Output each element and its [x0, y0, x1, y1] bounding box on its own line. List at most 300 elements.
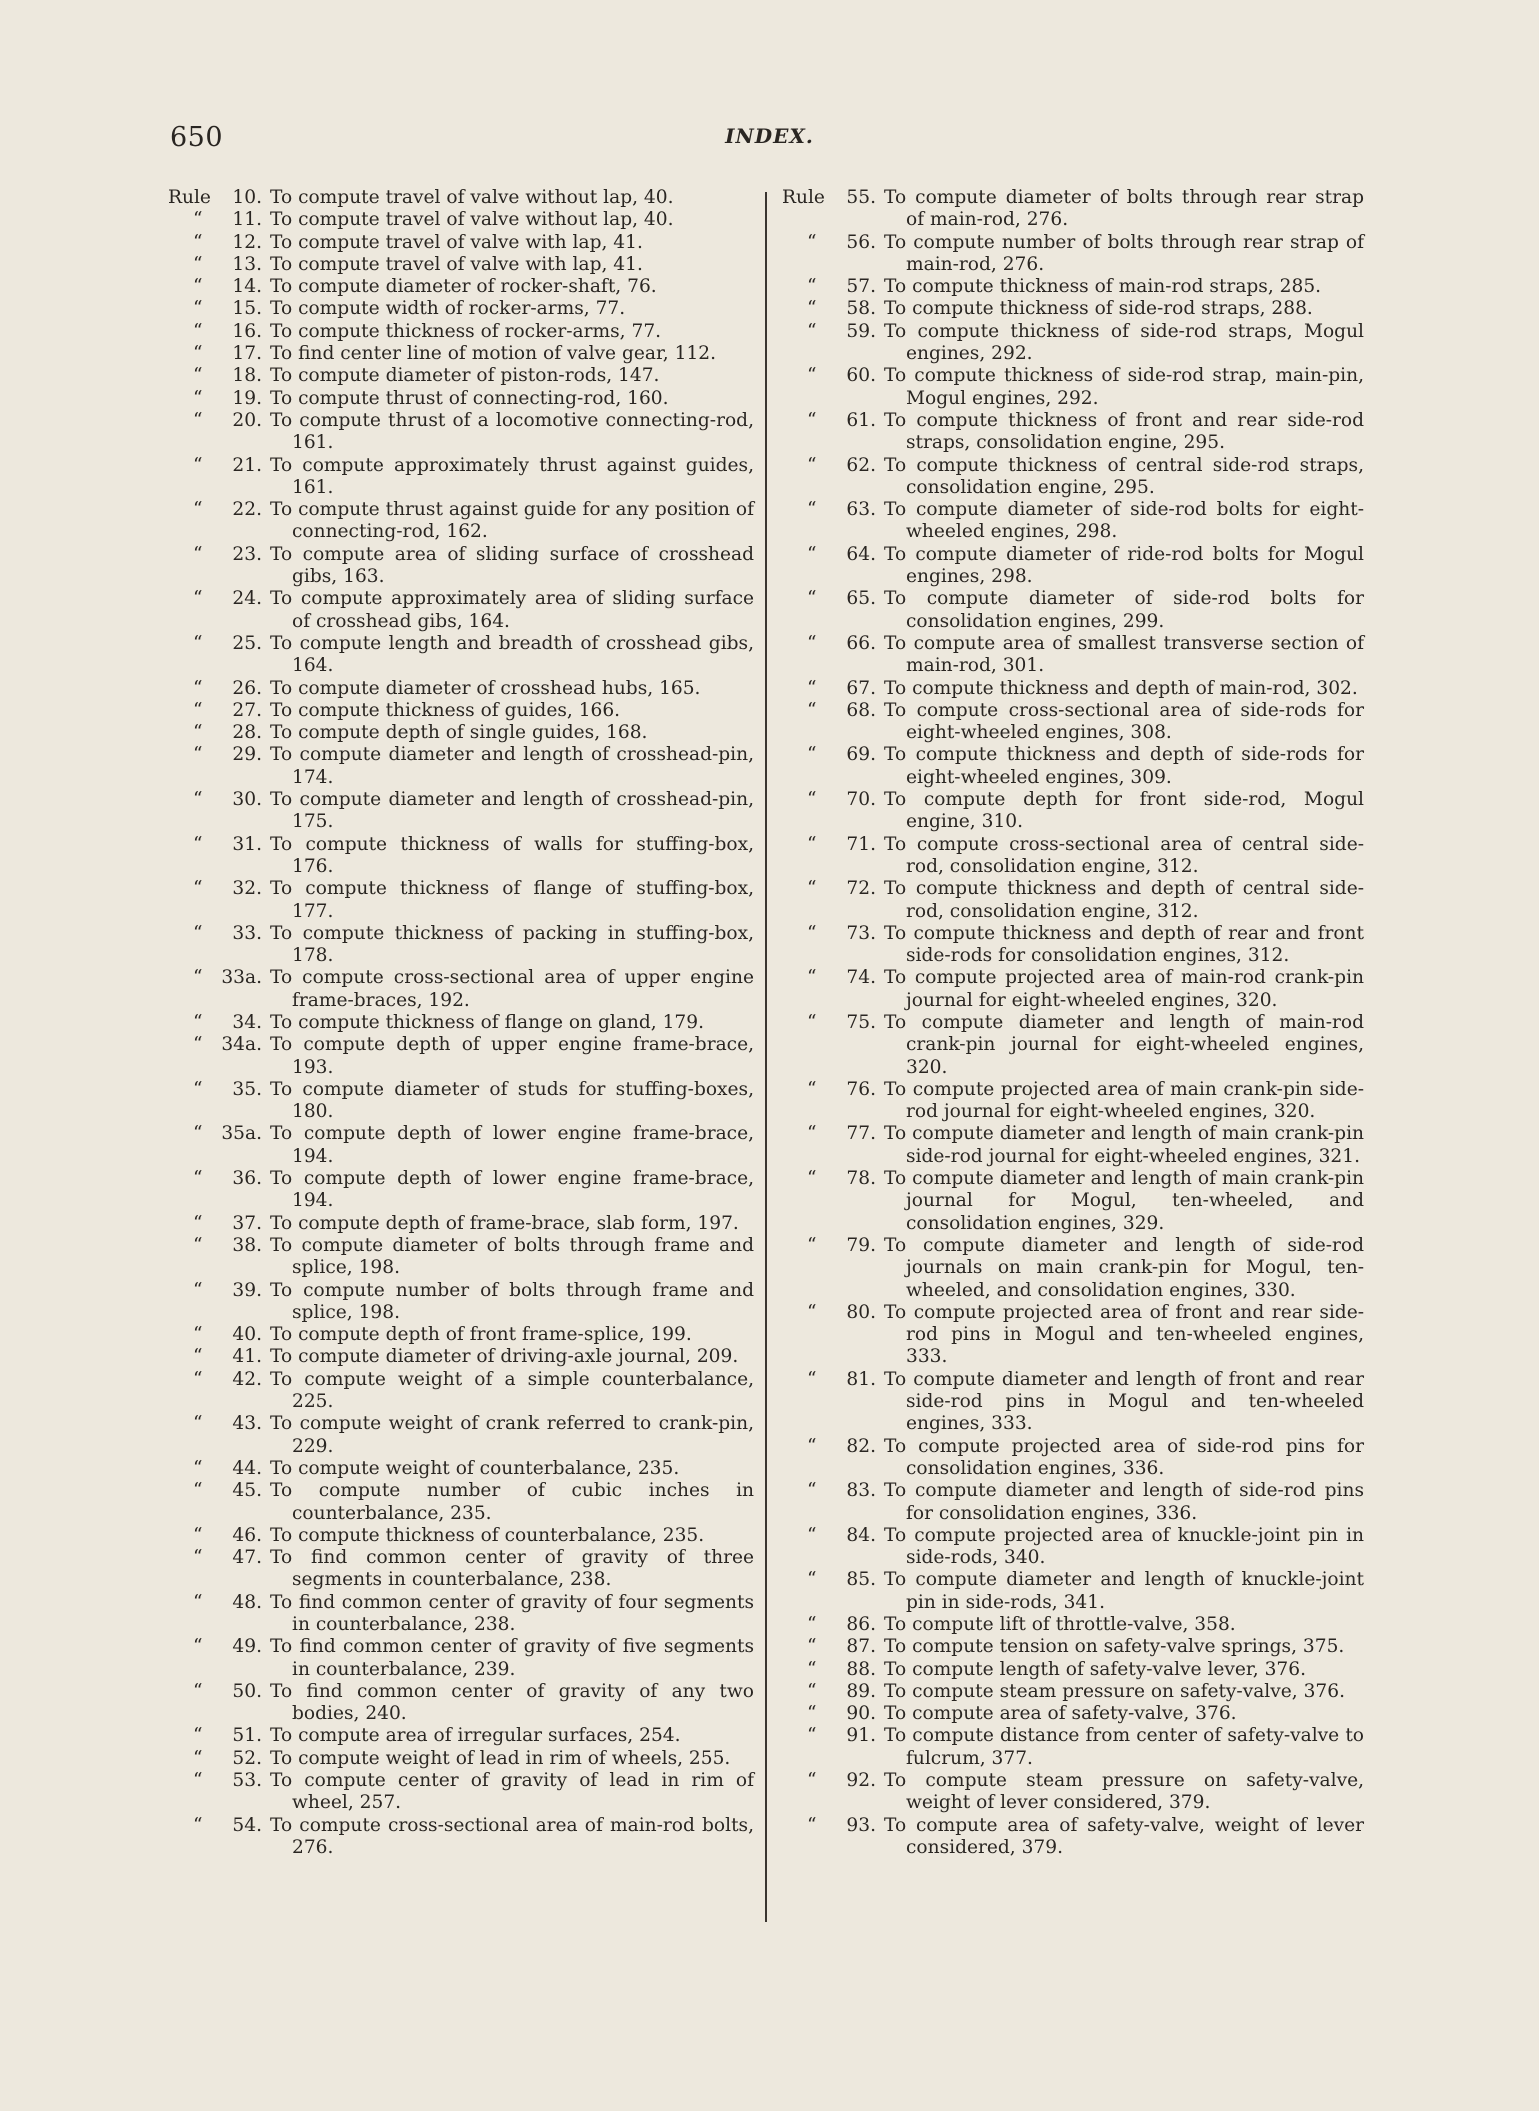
entry-prefix: “ [193, 722, 203, 744]
entry-prefix: “ [807, 231, 817, 253]
rule-number: 77. [846, 1123, 876, 1145]
index-entry [168, 365, 754, 387]
rule-number: 63. [846, 499, 876, 521]
entry-prefix: “ [193, 231, 203, 253]
entry-text: To compute diameter of bolts through frame and splice, 198. [270, 1234, 754, 1279]
index-entry [168, 1681, 754, 1726]
entry-text: To compute diameter and length of crosshead-pin, 175. [270, 789, 754, 833]
entry-prefix: “ [807, 1301, 817, 1323]
entry-text: To find center line of motion of valve gear, 112. [270, 343, 717, 365]
entry-text: To compute diameter and length of main crank-pin side-rod journal for eight-wheeled engines, 321. [884, 1123, 1364, 1167]
entry-prefix: “ [807, 1725, 817, 1747]
index-entry [168, 1123, 754, 1168]
index-entry [168, 499, 754, 544]
index-entry [782, 1614, 1364, 1636]
index-entry [168, 1012, 754, 1034]
entry-prefix: “ [807, 1614, 817, 1635]
entry-prefix: “ [807, 409, 817, 431]
entry-prefix: “ [807, 454, 817, 476]
entry-text: To compute diameter of crosshead hubs, 165. [270, 677, 701, 699]
rule-number: 22. [232, 499, 262, 521]
index-entry [782, 834, 1364, 879]
entry-text: To compute number of bolts through rear strap of main-rod, 276. [884, 231, 1364, 275]
index-entry [782, 276, 1364, 298]
entry-text: To compute diameter and length of side-rod pins for consolidation engines, 336. [884, 1480, 1364, 1524]
rule-number: 31. [232, 833, 262, 855]
entry-text: To compute thickness of guides, 166. [270, 699, 621, 721]
rule-number: 58. [846, 298, 876, 320]
entry-text: To compute thickness of walls for stuffing-box, 176. [270, 833, 754, 877]
index-entry [782, 455, 1364, 500]
index-entry [168, 1079, 754, 1124]
entry-prefix: Rule [168, 187, 211, 208]
entry-prefix: “ [193, 1279, 203, 1301]
index-entry [168, 1369, 754, 1414]
rule-number: 75. [846, 1011, 876, 1033]
index-entry [168, 1636, 754, 1681]
entry-text: To compute diameter of bolts through rear strap of main-rod, 276. [884, 187, 1364, 231]
entry-text: To compute diameter of ride-rod bolts for Mogul engines, 298. [884, 543, 1364, 588]
rule-number: 42. [232, 1368, 262, 1390]
entry-prefix: “ [193, 1413, 203, 1435]
index-entry [782, 499, 1364, 544]
rule-number: 16. [232, 320, 262, 342]
rule-number: 41. [232, 1346, 262, 1368]
index-entry [782, 789, 1364, 834]
entry-text: To compute thickness and depth of rear and front side-rods for consolidation engines, 312. [884, 922, 1364, 967]
entry-prefix: “ [807, 320, 817, 342]
rule-number: 84. [846, 1524, 876, 1546]
entry-prefix: “ [807, 298, 817, 320]
entry-text: To compute depth of upper engine frame-brace, 193. [270, 1034, 754, 1078]
entry-prefix: “ [807, 1569, 817, 1591]
entry-text: To compute projected area of main-rod crank-pin journal for eight-wheeled engines, 320. [884, 967, 1364, 1011]
entry-text: To compute diameter and length of front and rear side-rod pins in Mogul and ten-wheeled engines, 333. [884, 1368, 1364, 1435]
entry-text: To compute diameter of piston-rods, 147. [270, 365, 660, 387]
rule-number: 67. [846, 677, 876, 699]
entry-text: To compute approximately area of sliding surface of crosshead gibs, 164. [270, 588, 754, 632]
entry-text: To compute distance from center of safety-valve to fulcrum, 377. [884, 1725, 1364, 1769]
rule-number: 10. [232, 187, 262, 208]
rule-number: 65. [846, 588, 876, 610]
entry-text: To compute tension on safety-valve springs, 375. [884, 1636, 1345, 1658]
entry-prefix: “ [807, 1770, 817, 1792]
entry-prefix: “ [193, 1524, 203, 1546]
entry-text: To compute number of cubic inches in counterbalance, 235. [270, 1480, 754, 1524]
entry-text: To compute area of smallest transverse section of main-rod, 301. [884, 632, 1364, 677]
index-entry [782, 187, 1364, 232]
index-entry [168, 455, 754, 500]
index-entry [168, 544, 754, 589]
rule-number: 73. [846, 922, 876, 944]
rule-number: 27. [232, 699, 262, 721]
entry-prefix: “ [193, 499, 203, 521]
entry-text: To compute projected area of side-rod pins for consolidation engines, 336. [884, 1435, 1364, 1479]
entry-prefix: “ [807, 1123, 817, 1145]
rule-number: 70. [846, 789, 876, 811]
entry-text: To compute area of sliding surface of crosshead gibs, 163. [270, 543, 754, 588]
entry-prefix: “ [807, 744, 817, 766]
index-entry [782, 1636, 1364, 1658]
rule-number: 49. [232, 1636, 262, 1658]
rule-number: 33. [232, 922, 262, 944]
entry-text: To compute weight of counterbalance, 235. [270, 1457, 680, 1479]
entry-prefix: “ [193, 1480, 203, 1502]
entry-prefix: “ [193, 878, 203, 900]
entry-text: To compute travel of valve with lap, 41. [270, 231, 643, 253]
entry-text: To compute diameter of driving-axle journal, 209. [270, 1346, 739, 1368]
entry-text: To compute area of irregular surfaces, 254. [270, 1725, 681, 1747]
rule-number: 87. [846, 1636, 876, 1658]
rule-number: 64. [846, 543, 876, 565]
index-entry [168, 1547, 754, 1592]
rule-number: 89. [846, 1680, 876, 1702]
entry-text: To find common center of gravity of any two bodies, 240. [270, 1680, 754, 1725]
entry-text: To compute thickness of packing in stuffing-box, 178. [270, 922, 754, 967]
entry-text: To compute travel of valve without lap, 40. [270, 209, 674, 231]
entry-prefix: “ [807, 1524, 817, 1546]
index-entry [782, 633, 1364, 678]
entry-text: To compute depth of lower engine frame-brace, 194. [270, 1123, 754, 1167]
entry-text: To find common center of gravity of four segments in counterbalance, 238. [270, 1591, 754, 1635]
entry-prefix: “ [193, 1324, 203, 1346]
entry-prefix: “ [193, 677, 203, 699]
entry-text: To compute approximately thrust against guides, 161. [270, 454, 754, 498]
entry-text: To compute number of bolts through frame and splice, 198. [270, 1279, 754, 1323]
index-entry [782, 678, 1364, 700]
rule-number: 78. [846, 1168, 876, 1190]
entry-text: To compute travel of valve with lap, 41. [270, 253, 643, 275]
rule-number: 56. [846, 231, 876, 253]
index-entry [782, 923, 1364, 968]
entry-text: To compute projected area of main crank-pin side-rod journal for eight-wheeled engines, 320. [884, 1078, 1364, 1123]
entry-prefix: “ [193, 833, 203, 855]
index-entry [168, 1592, 754, 1637]
index-entry [168, 1770, 754, 1815]
index-entry [168, 254, 754, 276]
rule-number: 86. [846, 1614, 876, 1635]
entry-text: To compute weight of crank referred to crank-pin, 229. [270, 1413, 754, 1457]
entry-prefix: “ [193, 1034, 203, 1056]
entry-text: To compute depth for front side-rod, Mogul engine, 310. [884, 789, 1364, 833]
entry-prefix: “ [193, 409, 203, 431]
index-entry [168, 1213, 754, 1235]
entry-text: To compute weight of lead in rim of wheels, 255. [270, 1747, 731, 1769]
entry-prefix: “ [807, 1480, 817, 1502]
rule-number: 76. [846, 1078, 876, 1100]
page-number: 650 [170, 122, 224, 153]
index-entry [782, 1569, 1364, 1614]
rule-number: 23. [232, 543, 262, 565]
entry-prefix: “ [807, 1168, 817, 1190]
entry-prefix: “ [193, 1680, 203, 1702]
entry-text: To compute diameter of rocker-shaft, 76. [270, 276, 657, 298]
entry-prefix: “ [193, 454, 203, 476]
rule-number: 88. [846, 1658, 876, 1680]
rule-number: 34a. [221, 1034, 262, 1056]
entry-text: To compute thickness of front and rear side-rod straps, consolidation engine, 295. [884, 409, 1364, 454]
index-entry [782, 744, 1364, 789]
rule-number: 47. [232, 1547, 262, 1569]
entry-prefix: “ [807, 677, 817, 699]
index-entry [168, 878, 754, 923]
index-entry [782, 878, 1364, 923]
rule-number: 53. [232, 1770, 262, 1792]
entry-prefix: “ [807, 1814, 817, 1836]
entry-prefix: “ [807, 588, 817, 610]
rule-number: 54. [232, 1814, 262, 1836]
rule-number: 61. [846, 409, 876, 431]
index-entry [168, 410, 754, 455]
entry-prefix: “ [193, 343, 203, 365]
rule-number: 35. [232, 1078, 262, 1100]
entry-text: To compute steam pressure on safety-valve, 376. [884, 1680, 1345, 1702]
entry-text: To compute length and breadth of crosshead gibs, 164. [270, 632, 754, 677]
entry-prefix: “ [807, 922, 817, 944]
index-entry [168, 1235, 754, 1280]
index-entry [168, 1458, 754, 1480]
entry-prefix: “ [807, 1703, 817, 1725]
entry-prefix: “ [193, 1457, 203, 1479]
entry-text: To compute depth of single guides, 168. [270, 722, 648, 744]
entry-prefix: “ [193, 1591, 203, 1613]
index-entry [782, 1012, 1364, 1079]
entry-text: To compute travel of valve without lap, 40. [270, 187, 674, 208]
entry-text: To compute projected area of front and rear side-rod pins in Mogul and ten-wheeled engines, 333. [884, 1301, 1364, 1368]
entry-prefix: “ [807, 789, 817, 811]
entry-text: To compute thickness of side-rod strap, main-pin, Mogul engines, 292. [884, 365, 1364, 409]
index-entry [168, 232, 754, 254]
rule-number: 43. [232, 1413, 262, 1435]
rule-number: 13. [232, 253, 262, 275]
entry-prefix: “ [807, 1435, 817, 1457]
index-entry [782, 1235, 1364, 1302]
entry-prefix: “ [193, 744, 203, 766]
index-entry [168, 789, 754, 834]
rule-number: 91. [846, 1725, 876, 1747]
running-head: INDEX. [725, 124, 814, 148]
entry-prefix: “ [193, 1234, 203, 1256]
entry-text: To compute diameter of side-rod bolts for eight-wheeled engines, 298. [884, 499, 1364, 543]
index-entry [782, 1168, 1364, 1235]
index-entry [168, 678, 754, 700]
index-entry [168, 967, 754, 1012]
rule-number: 18. [232, 365, 262, 387]
index-entry [168, 276, 754, 298]
entry-prefix: “ [807, 967, 817, 989]
index-entry [168, 1413, 754, 1458]
rule-number: 19. [232, 387, 262, 409]
index-entry [168, 1034, 754, 1079]
index-entry [168, 1346, 754, 1368]
rule-number: 30. [232, 789, 262, 811]
entry-prefix: “ [807, 1078, 817, 1100]
entry-prefix: Rule [782, 187, 825, 208]
entry-prefix: “ [193, 1168, 203, 1190]
entry-prefix: “ [807, 1368, 817, 1390]
entry-prefix: “ [193, 967, 203, 989]
index-entry [782, 1480, 1364, 1525]
entry-prefix: “ [193, 253, 203, 275]
index-entry [168, 633, 754, 678]
rule-number: 68. [846, 699, 876, 721]
rule-number: 25. [232, 632, 262, 654]
rule-number: 11. [232, 209, 262, 231]
index-entry [168, 700, 754, 722]
entry-text: To compute thickness of side-rod straps, Mogul engines, 292. [884, 320, 1364, 365]
index-entry [782, 1725, 1364, 1770]
index-entry [782, 588, 1364, 633]
rule-number: 82. [846, 1435, 876, 1457]
entry-text: To compute cross-sectional area of main-rod bolts, 276. [270, 1814, 754, 1858]
entry-text: To compute thickness and depth of side-rods for eight-wheeled engines, 309. [884, 744, 1364, 788]
rule-number: 26. [232, 677, 262, 699]
entry-prefix: “ [807, 833, 817, 855]
rule-number: 59. [846, 320, 876, 342]
rule-number: 20. [232, 409, 262, 431]
index-entry [168, 744, 754, 789]
rule-number: 24. [232, 588, 262, 610]
rule-number: 62. [846, 454, 876, 476]
entry-prefix: “ [193, 1636, 203, 1658]
rule-number: 29. [232, 744, 262, 766]
index-entry [782, 967, 1364, 1012]
rule-number: 55. [846, 187, 876, 208]
index-entry [782, 365, 1364, 410]
entry-prefix: “ [807, 1234, 817, 1256]
entry-prefix: “ [807, 699, 817, 721]
entry-text: To compute diameter and length of side-rod journals on main crank-pin for Mogul, ten-wheeled, and consolidation engines, 330. [884, 1234, 1364, 1301]
entry-prefix: “ [193, 1011, 203, 1033]
rule-number: 90. [846, 1703, 876, 1725]
rule-number: 28. [232, 722, 262, 744]
entry-prefix: “ [193, 1368, 203, 1390]
rule-number: 79. [846, 1234, 876, 1256]
index-entry [168, 722, 754, 744]
entry-text: To compute thickness of rocker-arms, 77. [270, 320, 662, 342]
index-entry [782, 321, 1364, 366]
index-entry [782, 232, 1364, 277]
rule-number: 44. [232, 1457, 262, 1479]
rule-number: 71. [846, 833, 876, 855]
entry-text: To compute diameter and length of main crank-pin journal for Mogul, ten-wheeled, and consolidation engines, 329. [884, 1168, 1364, 1234]
index-entry [168, 1480, 754, 1525]
rule-number: 45. [232, 1480, 262, 1502]
entry-prefix: “ [807, 276, 817, 298]
entry-prefix: “ [193, 1747, 203, 1769]
entry-prefix: “ [193, 632, 203, 654]
rule-number: 46. [232, 1524, 262, 1546]
entry-text: To compute weight of a simple counterbalance, 225. [270, 1368, 754, 1413]
entry-prefix: “ [193, 387, 203, 409]
index-entry [168, 388, 754, 410]
rule-number: 33a. [221, 967, 262, 989]
entry-text: To compute diameter and length of knuckle-joint pin in side-rods, 341. [884, 1569, 1364, 1613]
rule-number: 15. [232, 298, 262, 320]
index-entry [782, 1770, 1364, 1815]
entry-prefix: “ [193, 789, 203, 811]
entry-text: To find common center of gravity of three segments in counterbalance, 238. [270, 1547, 754, 1591]
entry-text: To compute width of rocker-arms, 77. [270, 298, 626, 320]
rule-number: 80. [846, 1301, 876, 1323]
rule-number: 17. [232, 343, 262, 365]
entry-prefix: “ [807, 543, 817, 565]
entry-text: To compute thickness of main-rod straps, 285. [884, 276, 1322, 298]
index-entry [168, 321, 754, 343]
entry-text: To compute thickness and depth of main-rod, 302. [884, 677, 1358, 699]
rule-number: 36. [232, 1168, 262, 1190]
index-entry [782, 1815, 1364, 1860]
entry-text: To compute lift of throttle-valve, 358. [884, 1614, 1236, 1635]
rule-number: 83. [846, 1480, 876, 1502]
index-entry [782, 1123, 1364, 1168]
entry-prefix: “ [193, 1770, 203, 1792]
entry-prefix: “ [193, 1212, 203, 1234]
index-entry [168, 1725, 754, 1747]
index-column-left [168, 187, 754, 1859]
index-entry [782, 1659, 1364, 1681]
index-entry [782, 1703, 1364, 1725]
index-entry [782, 410, 1364, 455]
rule-number: 74. [846, 967, 876, 989]
entry-text: To compute diameter and length of main-rod crank-pin journal for eight-wheeled engines, 320. [884, 1011, 1364, 1078]
rule-number: 81. [846, 1368, 876, 1390]
rule-number: 93. [846, 1814, 876, 1836]
index-entry [782, 700, 1364, 745]
rule-number: 92. [846, 1770, 876, 1792]
entry-prefix: “ [193, 543, 203, 565]
entry-text: To compute cross-sectional area of side-rods for eight-wheeled engines, 308. [884, 699, 1364, 744]
entry-text: To compute thickness of central side-rod straps, consolidation engine, 295. [884, 454, 1364, 498]
index-entry [168, 923, 754, 968]
entry-prefix: “ [807, 1658, 817, 1680]
index-entry [168, 1815, 754, 1860]
rule-number: 50. [232, 1680, 262, 1702]
entry-prefix: “ [193, 209, 203, 231]
entry-prefix: “ [193, 588, 203, 610]
rule-number: 35a. [221, 1123, 262, 1145]
index-entry [168, 209, 754, 231]
entry-prefix: “ [193, 1078, 203, 1100]
entry-prefix: “ [193, 1346, 203, 1368]
index-entry [168, 187, 754, 209]
index-entry [782, 1079, 1364, 1124]
entry-prefix: “ [807, 878, 817, 900]
entry-prefix: “ [193, 276, 203, 298]
rule-number: 66. [846, 632, 876, 654]
rule-number: 40. [232, 1324, 262, 1346]
entry-prefix: “ [807, 1636, 817, 1658]
entry-prefix: “ [193, 298, 203, 320]
index-entry [168, 1280, 754, 1325]
index-entry [168, 834, 754, 879]
entry-prefix: “ [807, 499, 817, 521]
index-column-right [782, 187, 1364, 1859]
entry-text: To compute depth of frame-brace, slab form, 197. [270, 1212, 739, 1234]
entry-text: To compute cross-sectional area of upper engine frame-braces, 192. [270, 967, 754, 1011]
entry-text: To compute steam pressure on safety-valve, weight of lever considered, 379. [884, 1770, 1364, 1814]
entry-prefix: “ [807, 1680, 817, 1702]
entry-text: To compute thrust of connecting-rod, 160. [270, 387, 669, 409]
rule-number: 52. [232, 1747, 262, 1769]
entry-text: To compute thickness and depth of central side-rod, consolidation engine, 312. [884, 878, 1364, 922]
entry-prefix: “ [193, 1547, 203, 1569]
entry-text: To compute thickness of counterbalance, 235. [270, 1524, 705, 1546]
rule-number: 51. [232, 1725, 262, 1747]
entry-prefix: “ [193, 320, 203, 342]
rule-number: 39. [232, 1279, 262, 1301]
entry-text: To compute depth of front frame-splice, 199. [270, 1324, 692, 1346]
